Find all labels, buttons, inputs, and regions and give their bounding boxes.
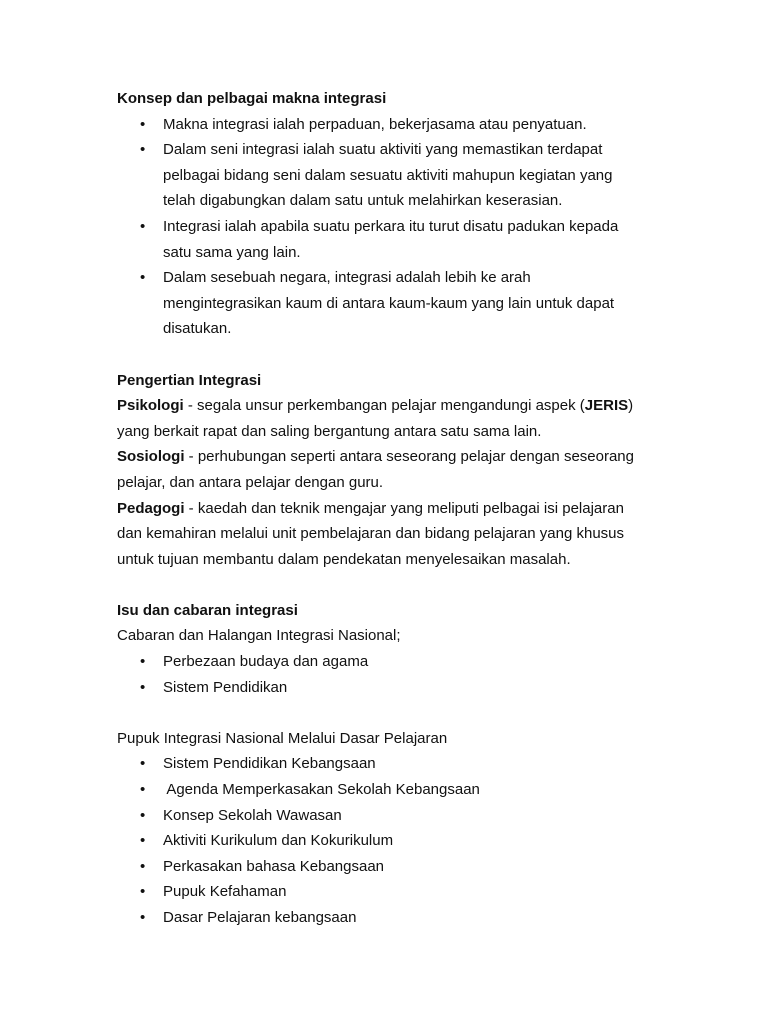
- list-item-text: Sistem Pendidikan: [163, 678, 288, 696]
- spacer: [117, 700, 657, 726]
- list-item: [117, 777, 657, 803]
- section-heading-isu: Isu dan cabaran integrasi: [117, 601, 298, 619]
- list-item-text: Dasar Pelajaran kebangsaan: [163, 909, 357, 926]
- bullet-icon: •: [140, 269, 146, 287]
- bullet-icon: •: [140, 883, 146, 901]
- definition-continuation: untuk tujuan membantu dalam pendekatan menyelesaikan masalah.: [117, 550, 571, 568]
- spacer: [117, 342, 657, 368]
- definition-continuation: yang berkait rapat dan saling bergantung antara satu sama lain.: [117, 422, 542, 440]
- bullet-icon: •: [140, 755, 146, 773]
- bullet-icon: •: [140, 781, 146, 799]
- bullet-icon: •: [140, 857, 146, 875]
- definition-text: - perhubungan seperti antara seseorang pelajar dengan seseorang: [184, 448, 634, 466]
- list-item: [117, 265, 657, 291]
- list-item: [117, 828, 657, 854]
- list-item-continuation: pelbagai bidang seni dalam sesuatu aktiviti mahupun kegiatan yang: [163, 166, 613, 184]
- list-item: [117, 214, 657, 240]
- definition-term: Sosiologi: [117, 448, 185, 466]
- definition-text: - segala unsur perkembangan pelajar mengandungi aspek (: [183, 397, 585, 415]
- bullet-icon: •: [140, 678, 146, 696]
- bullet-icon: •: [140, 806, 146, 824]
- definition-term: Pedagogi: [117, 499, 185, 517]
- definition-psikologi: [117, 393, 657, 419]
- definition-continuation: dan kemahiran melalui unit pembelajaran dan bidang pelajaran yang khusus: [117, 525, 625, 543]
- list-item-text: Dalam sesebuah negara, integrasi adalah lebih ke arah: [163, 269, 531, 287]
- list-item-continuation: satu sama yang lain.: [163, 243, 301, 261]
- list-item-text: Dalam seni integrasi ialah suatu aktiviti yang memastikan terdapat: [163, 141, 603, 159]
- list-item: [117, 803, 657, 829]
- bullet-icon: •: [140, 653, 146, 671]
- document-body: [117, 86, 657, 931]
- list-item-text: Perkasakan bahasa Kebangsaan: [163, 857, 385, 875]
- bullet-icon: •: [140, 909, 146, 926]
- definition-text: ): [628, 397, 634, 415]
- list-item-text: Integrasi ialah apabila suatu perkara itu turut disatu padukan kepada: [163, 217, 619, 235]
- bullet-icon: •: [140, 115, 146, 133]
- section-heading-pengertian: Pengertian Integrasi: [117, 371, 262, 389]
- definition-pedagogi: [117, 496, 657, 522]
- definition-text: - kaedah dan teknik mengajar yang meliputi pelbagai isi pelajaran: [184, 499, 624, 517]
- definition-sosiologi: [117, 444, 657, 470]
- section-heading-konsep: Konsep dan pelbagai makna integrasi: [117, 90, 387, 107]
- subheading-cabaran: Cabaran dan Halangan Integrasi Nasional;: [117, 627, 401, 645]
- bullet-icon: •: [140, 217, 146, 235]
- list-item-text: Perbezaan budaya dan agama: [163, 653, 369, 671]
- list-item: [117, 112, 657, 138]
- definition-term: Psikologi: [117, 397, 184, 415]
- bullet-icon: •: [140, 832, 146, 850]
- list-item-text: Sistem Pendidikan Kebangsaan: [163, 755, 376, 773]
- list-item-text: Aktiviti Kurikulum dan Kokurikulum: [163, 832, 394, 850]
- list-item-continuation: telah digabungkan dalam satu untuk melahirkan keserasian.: [163, 192, 563, 210]
- list-item-continuation: mengintegrasikan kaum di antara kaum-kaum yang lain untuk dapat: [163, 294, 615, 312]
- list-item: [117, 905, 657, 931]
- list-item: [117, 649, 657, 675]
- list-item: [117, 751, 657, 777]
- spacer: [117, 572, 657, 598]
- list-item: [117, 854, 657, 880]
- list-item-text: Agenda Memperkasakan Sekolah Kebangsaan: [163, 781, 480, 799]
- list-item-text: Pupuk Kefahaman: [163, 883, 287, 901]
- list-item: [117, 137, 657, 163]
- list-item: [117, 675, 657, 701]
- bullet-icon: •: [140, 141, 146, 159]
- list-item-text: Makna integrasi ialah perpaduan, bekerjasama atau penyatuan.: [163, 115, 587, 133]
- jeris-term: JERIS: [584, 397, 629, 415]
- definition-continuation: pelajar, dan antara pelajar dengan guru.: [117, 473, 384, 491]
- list-item-text: Konsep Sekolah Wawasan: [163, 806, 342, 824]
- subheading-pupuk: Pupuk Integrasi Nasional Melalui Dasar Pelajaran: [117, 729, 448, 747]
- list-item-continuation: disatukan.: [163, 320, 232, 338]
- list-item: [117, 879, 657, 905]
